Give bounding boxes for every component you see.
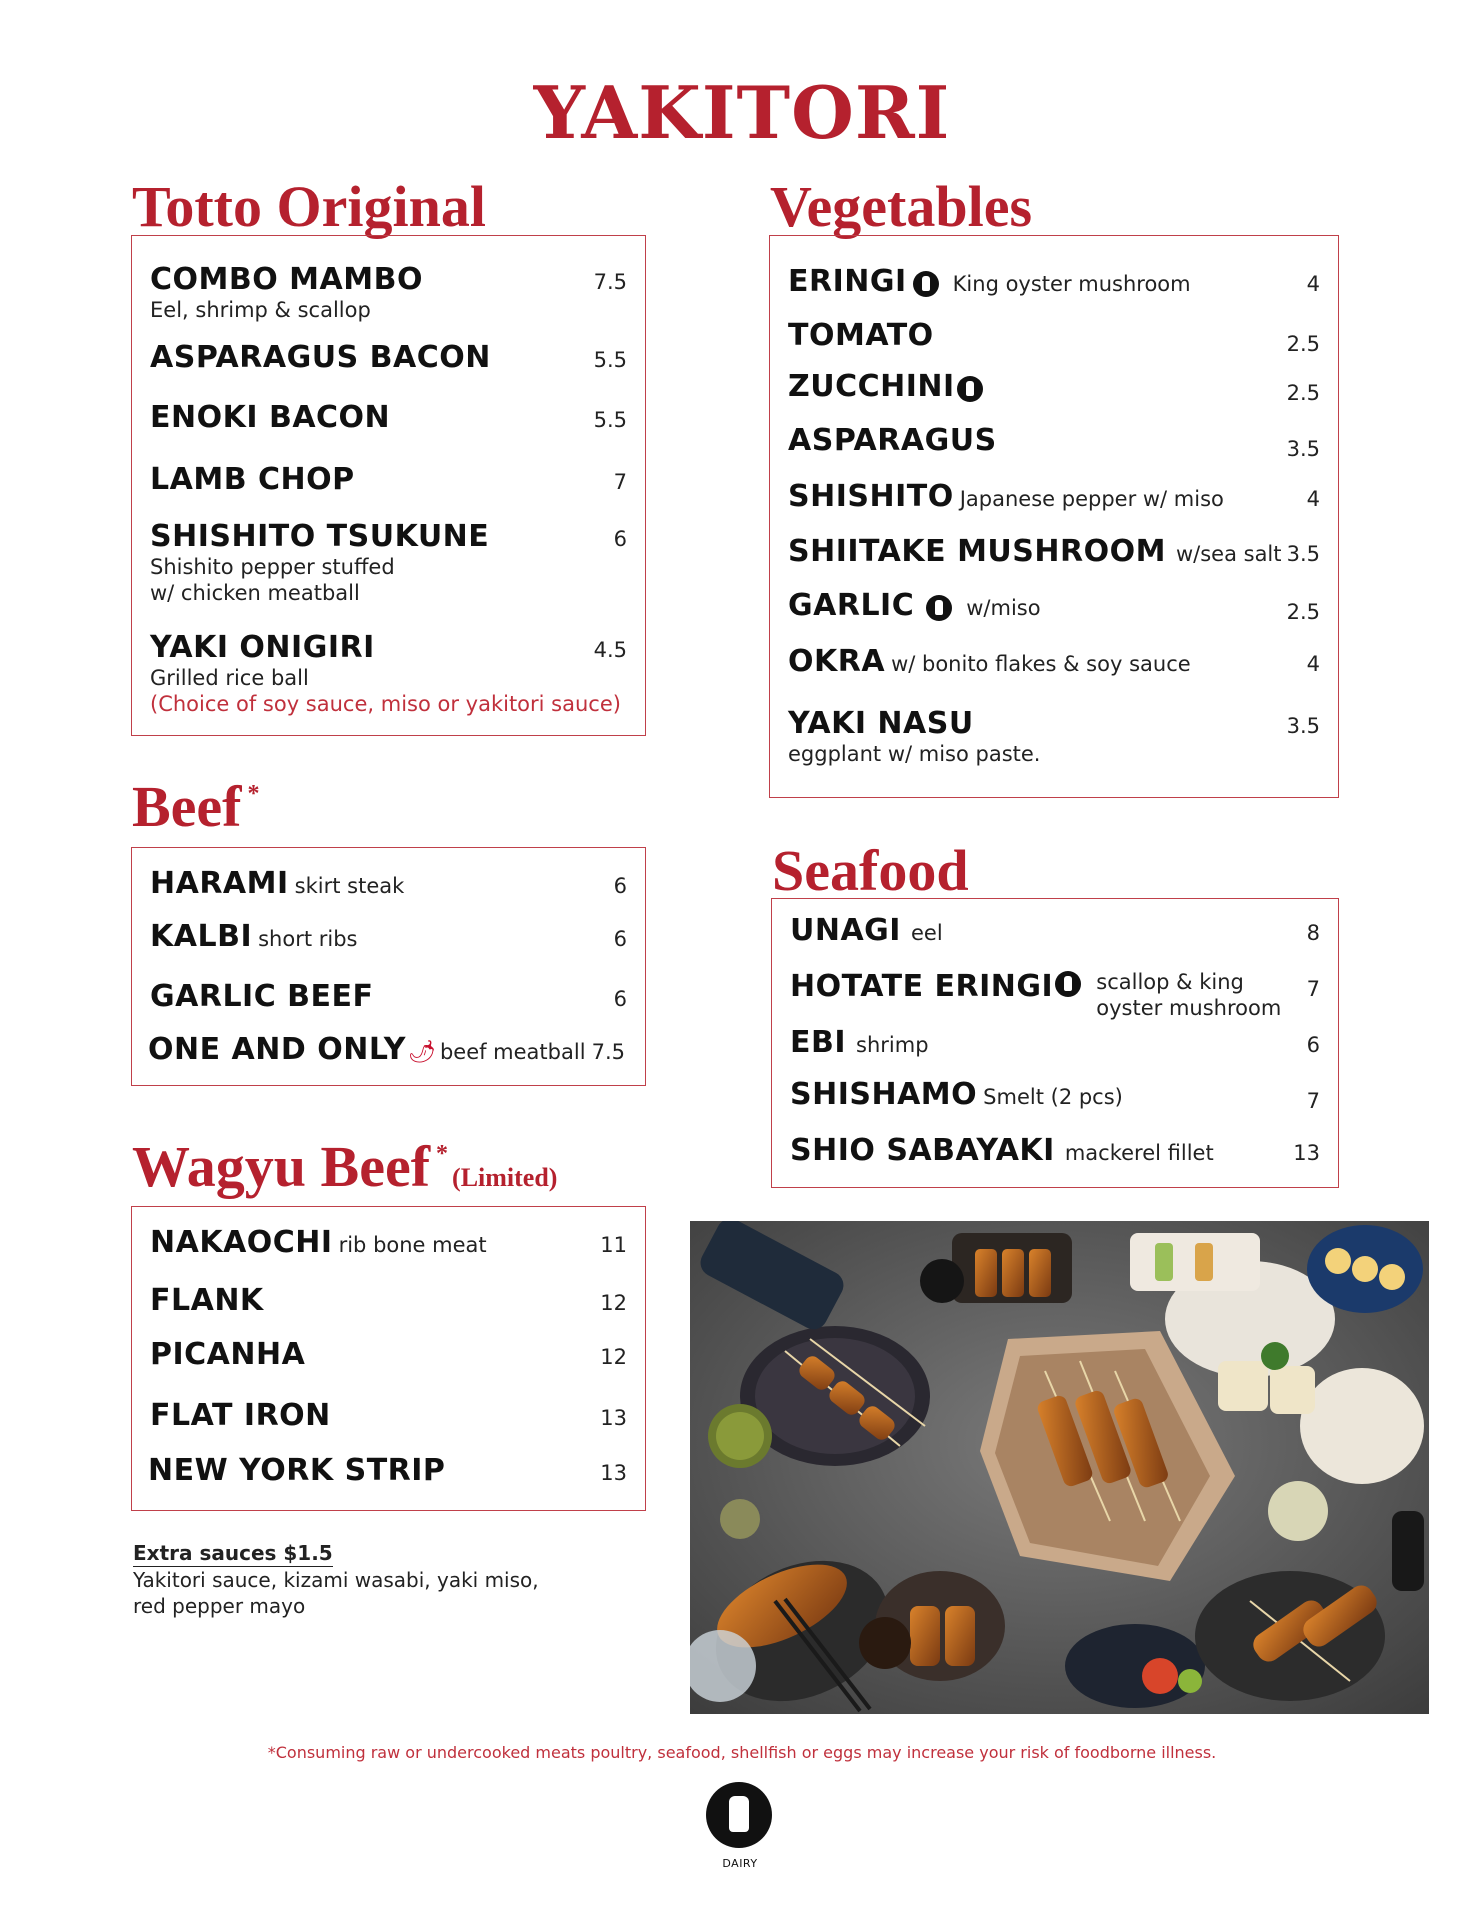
- section-title-beef: Beef *: [132, 774, 260, 839]
- dairy-legend-label: DAIRY: [722, 1857, 758, 1870]
- beef-box: [131, 847, 646, 1086]
- menu-item-garlic: GARLIC w/miso 2.5: [788, 588, 1320, 624]
- menu-item-flank: FLANK 12: [150, 1283, 627, 1318]
- section-title-totto-original: Totto Original: [132, 174, 486, 239]
- menu-item-eringi: ERINGI King oyster mushroom 4: [788, 264, 1320, 299]
- menu-item-hotate-eringi: HOTATE ERINGI scallop & king oyster mushroom 7: [790, 969, 1320, 1020]
- totto-original-box: [131, 235, 646, 736]
- menu-item-okra: OKRA w/ bonito flakes & soy sauce 4: [788, 644, 1320, 679]
- menu-item-nakaochi: NAKAOCHI rib bone meat 11: [150, 1225, 627, 1260]
- menu-item-new-york-strip: NEW YORK STRIP 13: [148, 1453, 627, 1488]
- dairy-icon: [957, 376, 983, 402]
- menu-item-flat-iron: FLAT IRON 13: [150, 1398, 627, 1433]
- menu-item-yaki-nasu: YAKI NASU 3.5 eggplant w/ miso paste.: [788, 706, 1320, 766]
- section-title-seafood: Seafood: [772, 838, 969, 903]
- chili-spicy-icon: 🌶: [408, 1040, 436, 1065]
- page-title: YAKITORI: [533, 70, 951, 155]
- menu-item-garlic-beef: GARLIC BEEF 6: [150, 979, 627, 1014]
- menu-item-harami: HARAMI skirt steak 6: [150, 866, 627, 901]
- health-disclaimer: *Consuming raw or undercooked meats poultry, seafood, shellfish or eggs may increase your risk of foodborne illness.: [267, 1743, 1217, 1762]
- wagyu-beef-box: [131, 1206, 646, 1511]
- extra-sauces-note: Extra sauces $1.5 Yakitori sauce, kizami wasabi, yaki miso, red pepper mayo: [133, 1541, 539, 1618]
- menu-item-kalbi: KALBI short ribs 6: [150, 919, 627, 954]
- menu-item-shishamo: SHISHAMO Smelt (2 pcs) 7: [790, 1077, 1320, 1113]
- seafood-box: [771, 898, 1339, 1188]
- section-title-wagyu-beef: Wagyu Beef *(Limited): [132, 1134, 558, 1199]
- menu-item-asparagus-bacon: ASPARAGUS BACON 5.5: [150, 340, 627, 375]
- menu-item-shishito-tsukune: SHISHITO TSUKUNE 6 Shishito pepper stuffed w/ chicken meatball: [150, 519, 627, 605]
- menu-item-enoki-bacon: ENOKI BACON 5.5: [150, 400, 627, 435]
- menu-item-yaki-onigiri: YAKI ONIGIRI 4.5 Grilled rice ball (Choice of soy sauce, miso or yakitori sauce): [150, 630, 627, 716]
- vegetables-box: [769, 235, 1339, 798]
- dairy-icon: [926, 595, 952, 621]
- menu-item-combo-mambo: COMBO MAMBO 7.5 Eel, shrimp & scallop: [150, 262, 627, 322]
- menu-item-picanha: PICANHA 12: [150, 1337, 627, 1372]
- menu-item-shishito: SHISHITO Japanese pepper w/ miso 4: [788, 479, 1320, 514]
- dairy-icon: [1055, 971, 1081, 997]
- section-title-vegetables: Vegetables: [770, 174, 1033, 239]
- menu-item-ebi: EBI shrimp 6: [790, 1025, 1320, 1060]
- dairy-icon: [913, 271, 939, 297]
- yakitori-food-photo: [690, 1221, 1429, 1714]
- menu-item-zucchini: ZUCCHINI 2.5: [788, 369, 1320, 405]
- menu-item-shiitake-mushroom: SHIITAKE MUSHROOM w/sea salt 3.5: [788, 534, 1320, 569]
- menu-item-tomato: TOMATO 2.5: [788, 318, 1320, 356]
- menu-item-shio-sabayaki: SHIO SABAYAKI mackerel fillet 13: [790, 1133, 1320, 1168]
- menu-item-asparagus: ASPARAGUS 3.5: [788, 423, 1320, 461]
- dairy-legend-icon: [706, 1782, 772, 1848]
- menu-item-lamb-chop: LAMB CHOP 7: [150, 462, 627, 497]
- menu-item-unagi: UNAGI eel 8: [790, 913, 1320, 948]
- menu-item-one-and-only: ONE AND ONLY🌶 beef meatball 7.5: [148, 1032, 625, 1067]
